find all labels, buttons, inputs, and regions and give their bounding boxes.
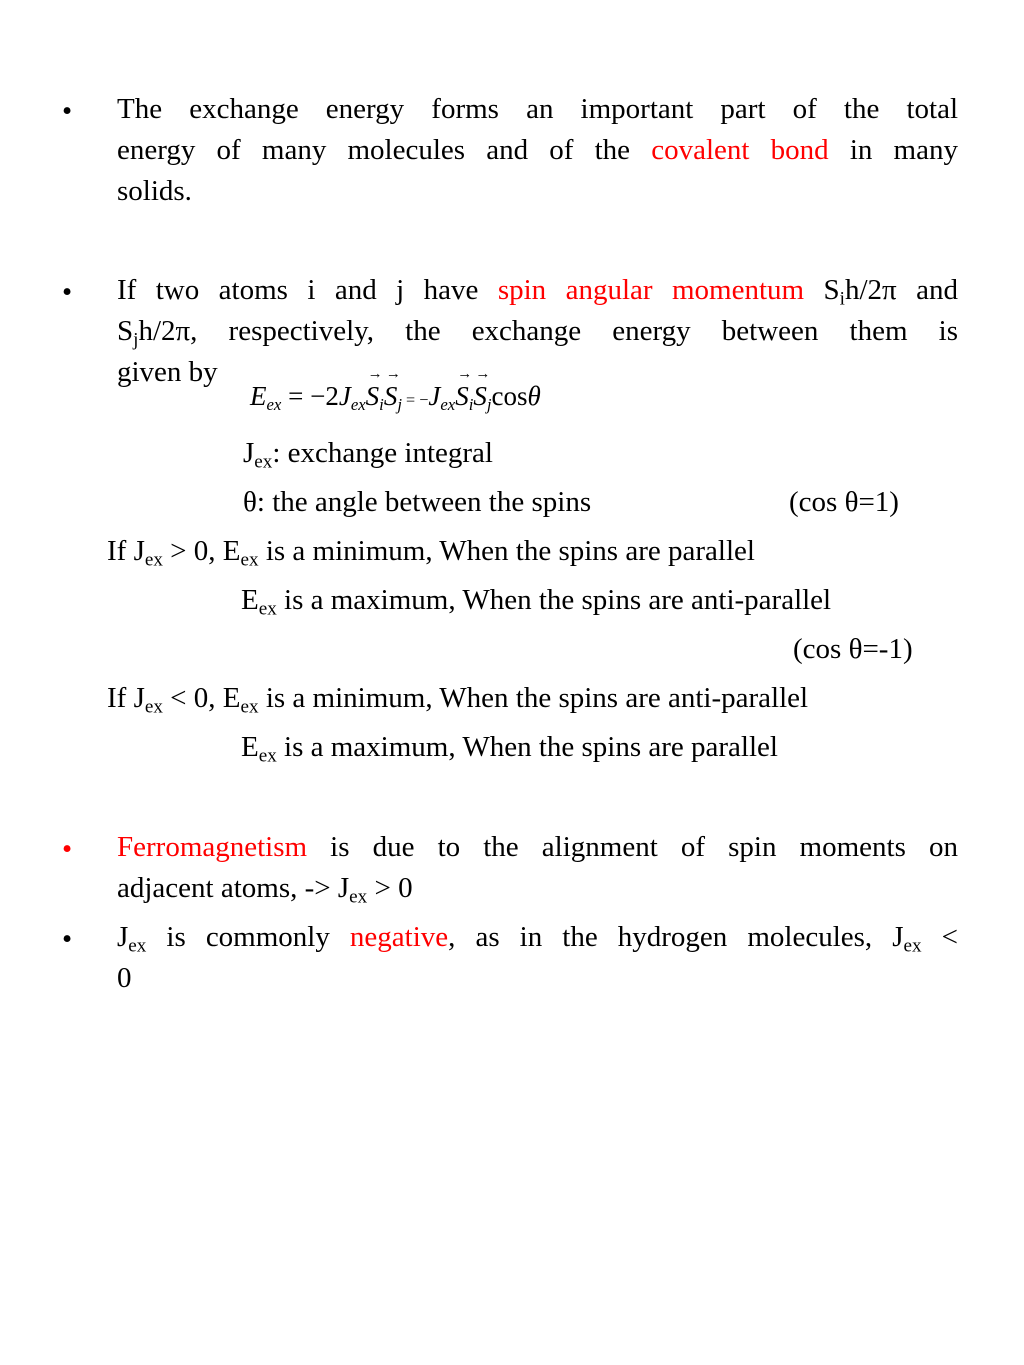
- highlight-spin-angular-momentum: spin angular momentum: [497, 274, 805, 306]
- vector-arrow-sj: → S: [473, 381, 487, 412]
- case-negative-max: $E_{ex}$ is a maximum, When the spins are parallel: [241, 731, 778, 767]
- case-positive-max: $E_{ex}$ is a maximum, When the spins are anti-parallel: [241, 584, 832, 620]
- text-line: given by: [117, 356, 218, 388]
- text-line: solids.: [117, 175, 192, 207]
- cos-parallel-note: (cos θ=1): [789, 486, 899, 518]
- bullet-marker: •: [62, 923, 73, 955]
- paragraph-ferromagnetism: [117, 827, 958, 909]
- exchange-energy-equation: $E_{ex} = -2J_{ex}\to S_i\to S_j = -J_{ex}\to S_i\to S_j\cos\theta$: [250, 381, 541, 412]
- text-line: $J_{ex}$ is commonly negative, as in the hydrogen molecules, $J_{ex}$ <: [117, 921, 959, 957]
- bullet-marker-red: •: [62, 833, 73, 865]
- paragraph-jex-negative: [117, 917, 958, 999]
- text-line: adjacent atoms, -> $J_{ex} > 0$: [117, 872, 413, 908]
- paragraph-spin-momentum: [117, 270, 958, 393]
- highlight-negative: negative: [349, 921, 449, 953]
- highlight-covalent-bond: covalent bond: [651, 134, 829, 166]
- definition-jex: $J_{ex}$: exchange integral: [243, 437, 493, 473]
- bullet-marker: •: [62, 276, 73, 308]
- highlight-ferromagnetism: Ferromagnetism: [117, 831, 308, 863]
- text-line: Ferromagnetism is due to the alignment of spin moments on: [117, 831, 958, 863]
- vector-arrow-sj: → S: [384, 381, 398, 412]
- vector-arrow-si: → S: [455, 381, 469, 412]
- text-line: The exchange energy forms an important part of the total: [117, 93, 958, 125]
- text-line: energy of many molecules and of the covalent bond in many: [117, 134, 958, 166]
- paragraph-exchange-energy: [117, 89, 958, 212]
- text-line: If two atoms i and j have spin angular momentum $S_ih/2\pi$ and: [117, 274, 958, 310]
- text-line: $S_jh/2\pi$, respectively, the exchange energy between them is: [117, 315, 958, 351]
- bullet-marker: •: [62, 95, 73, 127]
- case-positive-min: If $J_{ex} > 0$, $E_{ex}$ is a minimum, When the spins are parallel: [107, 535, 755, 571]
- vector-arrow-si: → S: [366, 381, 380, 412]
- definition-theta: θ: the angle between the spins: [243, 486, 592, 518]
- text-line: 0: [117, 962, 132, 994]
- cos-antiparallel-note: (cos θ=-1): [793, 633, 913, 665]
- case-negative-min: If $J_{ex} < 0$, $E_{ex}$ is a minimum, When the spins are anti-parallel: [107, 682, 809, 718]
